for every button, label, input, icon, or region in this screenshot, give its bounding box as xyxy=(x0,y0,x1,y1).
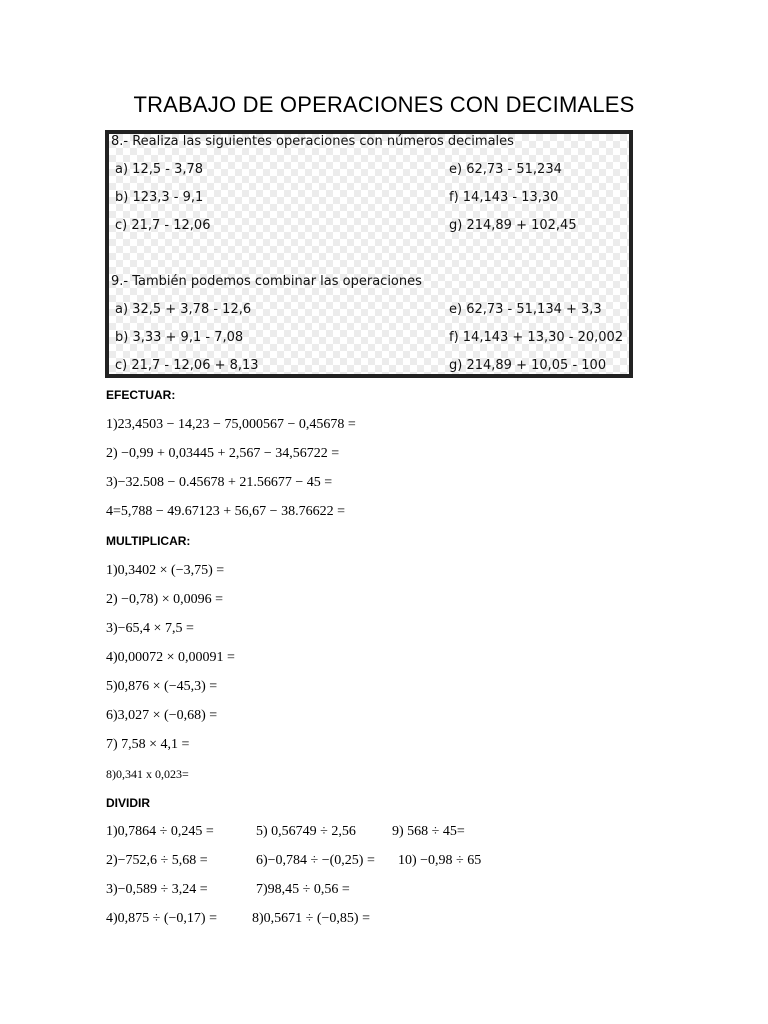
multiplicar-item: 6)3,027 × (−0,68) = xyxy=(106,708,218,723)
q9-item: e) 62,73 - 51,134 + 3,3 xyxy=(449,302,602,317)
multiplicar-label: MULTIPLICAR: xyxy=(106,534,191,548)
q9-heading: 9.- También podemos combinar las operaciones xyxy=(111,274,422,289)
efectuar-item: 1)23,4503 − 14,23 − 75,000567 − 0,45678 = xyxy=(106,417,356,432)
q8-heading: 8.- Realiza las siguientes operaciones con números decimales xyxy=(111,134,514,149)
dividir-item: 1)0,7864 ÷ 0,245 = xyxy=(106,824,214,839)
exercise-image-frame xyxy=(105,130,633,378)
multiplicar-item: 8)0,341 x 0,023= xyxy=(106,767,189,781)
efectuar-item: 2) −0,99 + 0,03445 + 2,567 − 34,56722 = xyxy=(106,446,340,461)
dividir-item: 8)0,5671 ÷ (−0,85) = xyxy=(252,911,370,926)
multiplicar-item: 1)0,3402 × (−3,75) = xyxy=(106,563,225,578)
q9-item: c) 21,7 - 12,06 + 8,13 xyxy=(115,358,259,373)
dividir-item: 6)−0,784 ÷ −(0,25) = xyxy=(256,853,375,868)
dividir-item: 7)98,45 ÷ 0,56 = xyxy=(256,882,350,897)
q9-item: b) 3,33 + 9,1 - 7,08 xyxy=(115,330,244,345)
q9-item: a) 32,5 + 3,78 - 12,6 xyxy=(115,302,252,317)
dividir-item: 3)−0,589 ÷ 3,24 = xyxy=(106,882,208,897)
multiplicar-item: 2) −0,78) × 0,0096 = xyxy=(106,592,224,607)
dividir-item: 4)0,875 ÷ (−0,17) = xyxy=(106,911,217,926)
efectuar-item: 4=5,788 − 49.67123 + 56,67 − 38.76622 = xyxy=(106,504,345,519)
q8-item: c) 21,7 - 12,06 xyxy=(115,218,211,233)
dividir-label: DIVIDIR xyxy=(106,796,151,810)
multiplicar-item: 3)−65,4 × 7,5 = xyxy=(106,621,194,636)
efectuar-item: 3)−32.508 − 0.45678 + 21.56677 − 45 = xyxy=(106,475,333,490)
q8-item: f) 14,143 - 13,30 xyxy=(449,190,559,205)
dividir-item: 5) 0,56749 ÷ 2,56 xyxy=(256,824,356,839)
q8-item: g) 214,89 + 102,45 xyxy=(449,218,577,233)
q8-item: e) 62,73 - 51,234 xyxy=(449,162,562,177)
q9-item: f) 14,143 + 13,30 - 20,002 xyxy=(449,330,624,345)
dividir-item: 2)−752,6 ÷ 5,68 = xyxy=(106,853,208,868)
page-title: TRABAJO DE OPERACIONES CON DECIMALES xyxy=(133,92,635,117)
multiplicar-item: 5)0,876 × (−45,3) = xyxy=(106,679,218,694)
exercise-image xyxy=(109,134,629,374)
efectuar-label: EFECTUAR: xyxy=(106,388,176,402)
dividir-item: 9) 568 ÷ 45= xyxy=(392,824,465,839)
multiplicar-item: 7) 7,58 × 4,1 = xyxy=(106,737,190,752)
q9-item: g) 214,89 + 10,05 - 100 xyxy=(449,358,607,373)
q8-item: a) 12,5 - 3,78 xyxy=(115,162,204,177)
multiplicar-item: 4)0,00072 × 0,00091 = xyxy=(106,650,235,665)
dividir-item: 10) −0,98 ÷ 65 xyxy=(398,853,482,868)
q8-item: b) 123,3 - 9,1 xyxy=(115,190,204,205)
